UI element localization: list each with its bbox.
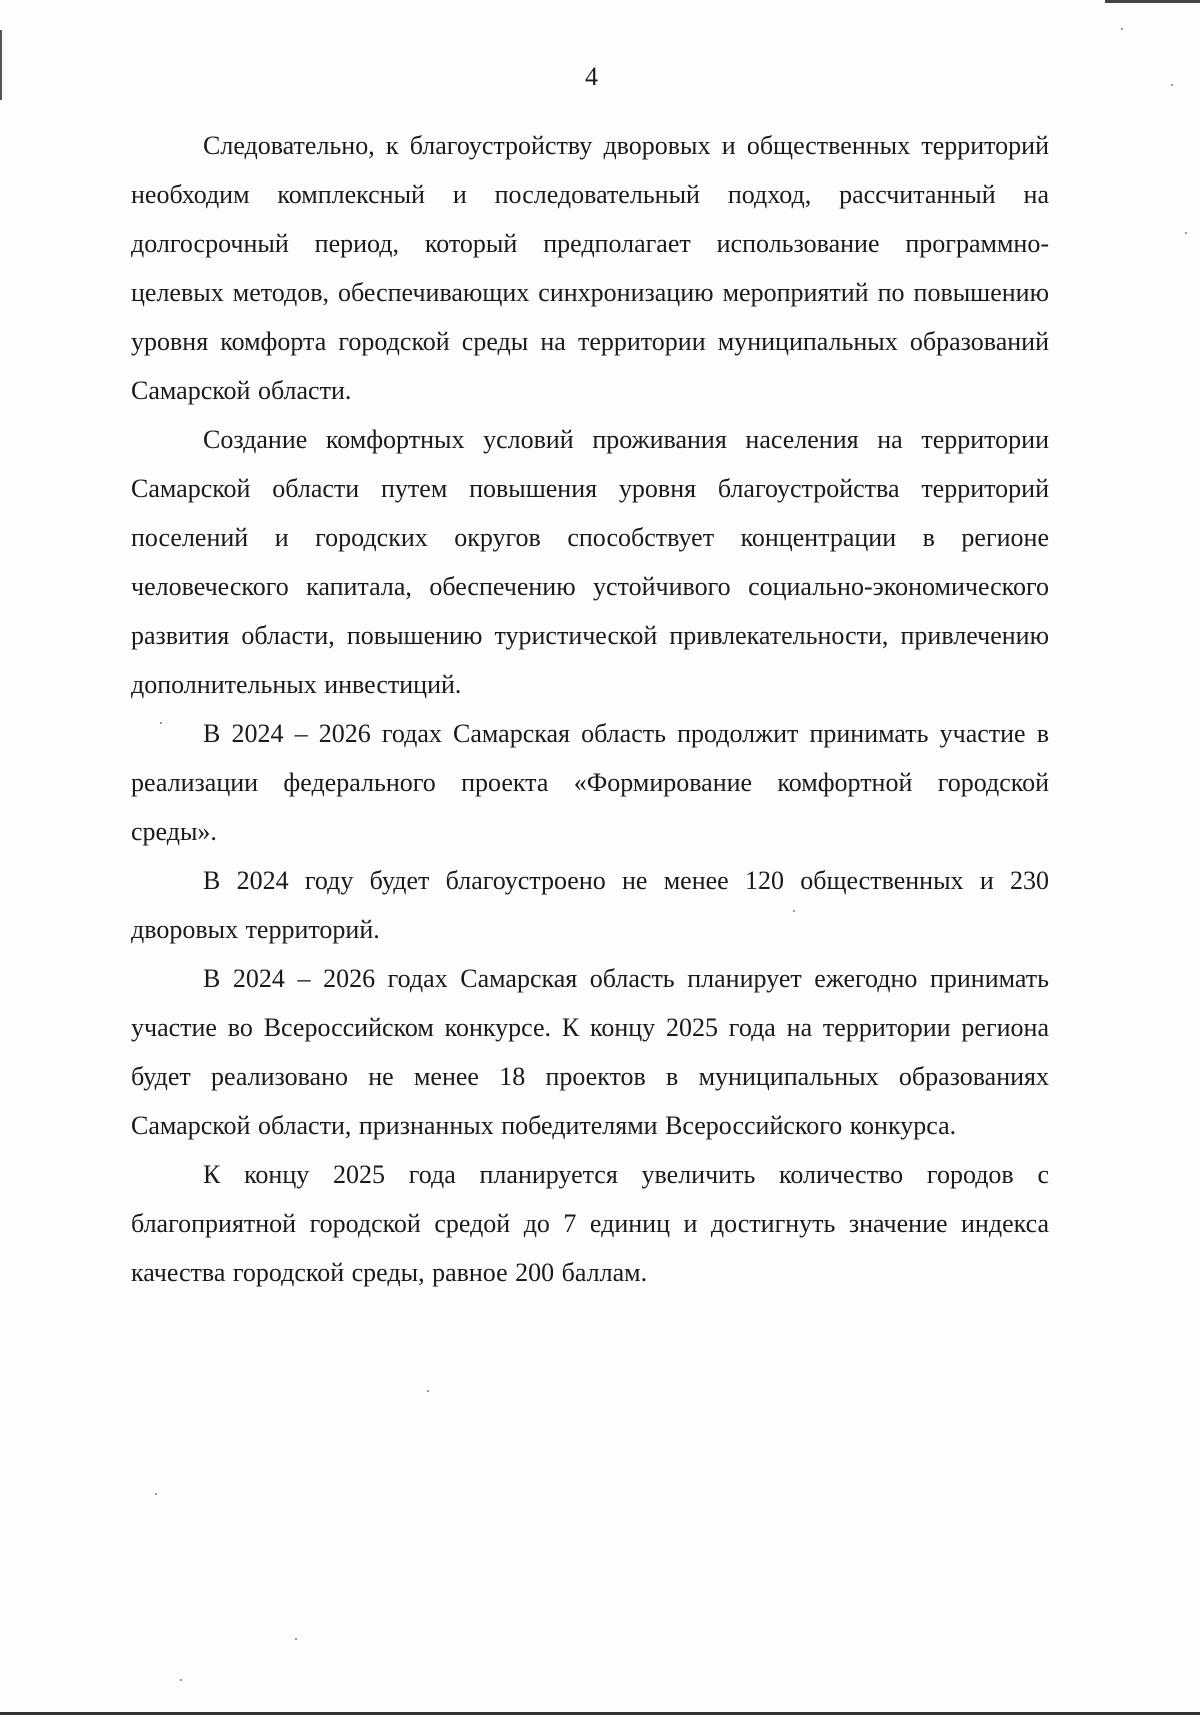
paragraph-2024-territories: В 2024 году будет благоустроено не менее 120 общественных и 230 дворовых территорий.: [131, 866, 1049, 944]
page-number: 4: [585, 62, 598, 91]
scan-speck: [295, 1638, 297, 1640]
body-text: [131, 121, 1049, 1297]
scan-speck: [1121, 28, 1123, 30]
scan-speck: [180, 1679, 182, 1681]
scan-top-mark: [1105, 0, 1200, 3]
paragraph-all-russian-contest: В 2024 – 2026 годах Самарская область планирует ежегодно принимать участие во Всероссийском конкурсе. К концу 2025 года на территории региона будет реализовано не менее 18 проектов в муниципальных образованиях Самарской области, признанных победителями Всероссийского конкурса.: [131, 964, 1049, 1140]
scan-speck: [155, 1493, 157, 1495]
paragraph-comfortable-conditions: Создание комфортных условий проживания населения на территории Самарской области путем повышения уровня благоустройства территорий поселений и городских округов способствует концентрации в регионе человеческого капитала, обеспечению устойчивого социально-экономического развития области, повышению туристической привлекательности, привлечению дополнительных инвестиций.: [131, 425, 1049, 699]
paragraph-integrated-approach: Следовательно, к благоустройству дворовых и общественных территорий необходим комплексный и последовательный подход, рассчитанный на долгосрочный период, который предполагает использование программно-целевых методов, обеспечивающих синхронизацию мероприятий по повышению уровня комфорта городской среды на территории муниципальных образований Самарской области.: [131, 131, 1049, 405]
scan-speck: [1185, 232, 1187, 234]
scan-speck: [427, 1390, 429, 1392]
paragraph-urban-quality-index: К концу 2025 года планируется увеличить количество городов с благоприятной городской средой до 7 единиц и достигнуть значение индекса качества городской среды, равное 200 баллам.: [131, 1160, 1049, 1287]
paragraph-federal-project: В 2024 – 2026 годах Самарская область продолжит принимать участие в реализации федерального проекта «Формирование комфортной городской среды».: [131, 719, 1049, 846]
